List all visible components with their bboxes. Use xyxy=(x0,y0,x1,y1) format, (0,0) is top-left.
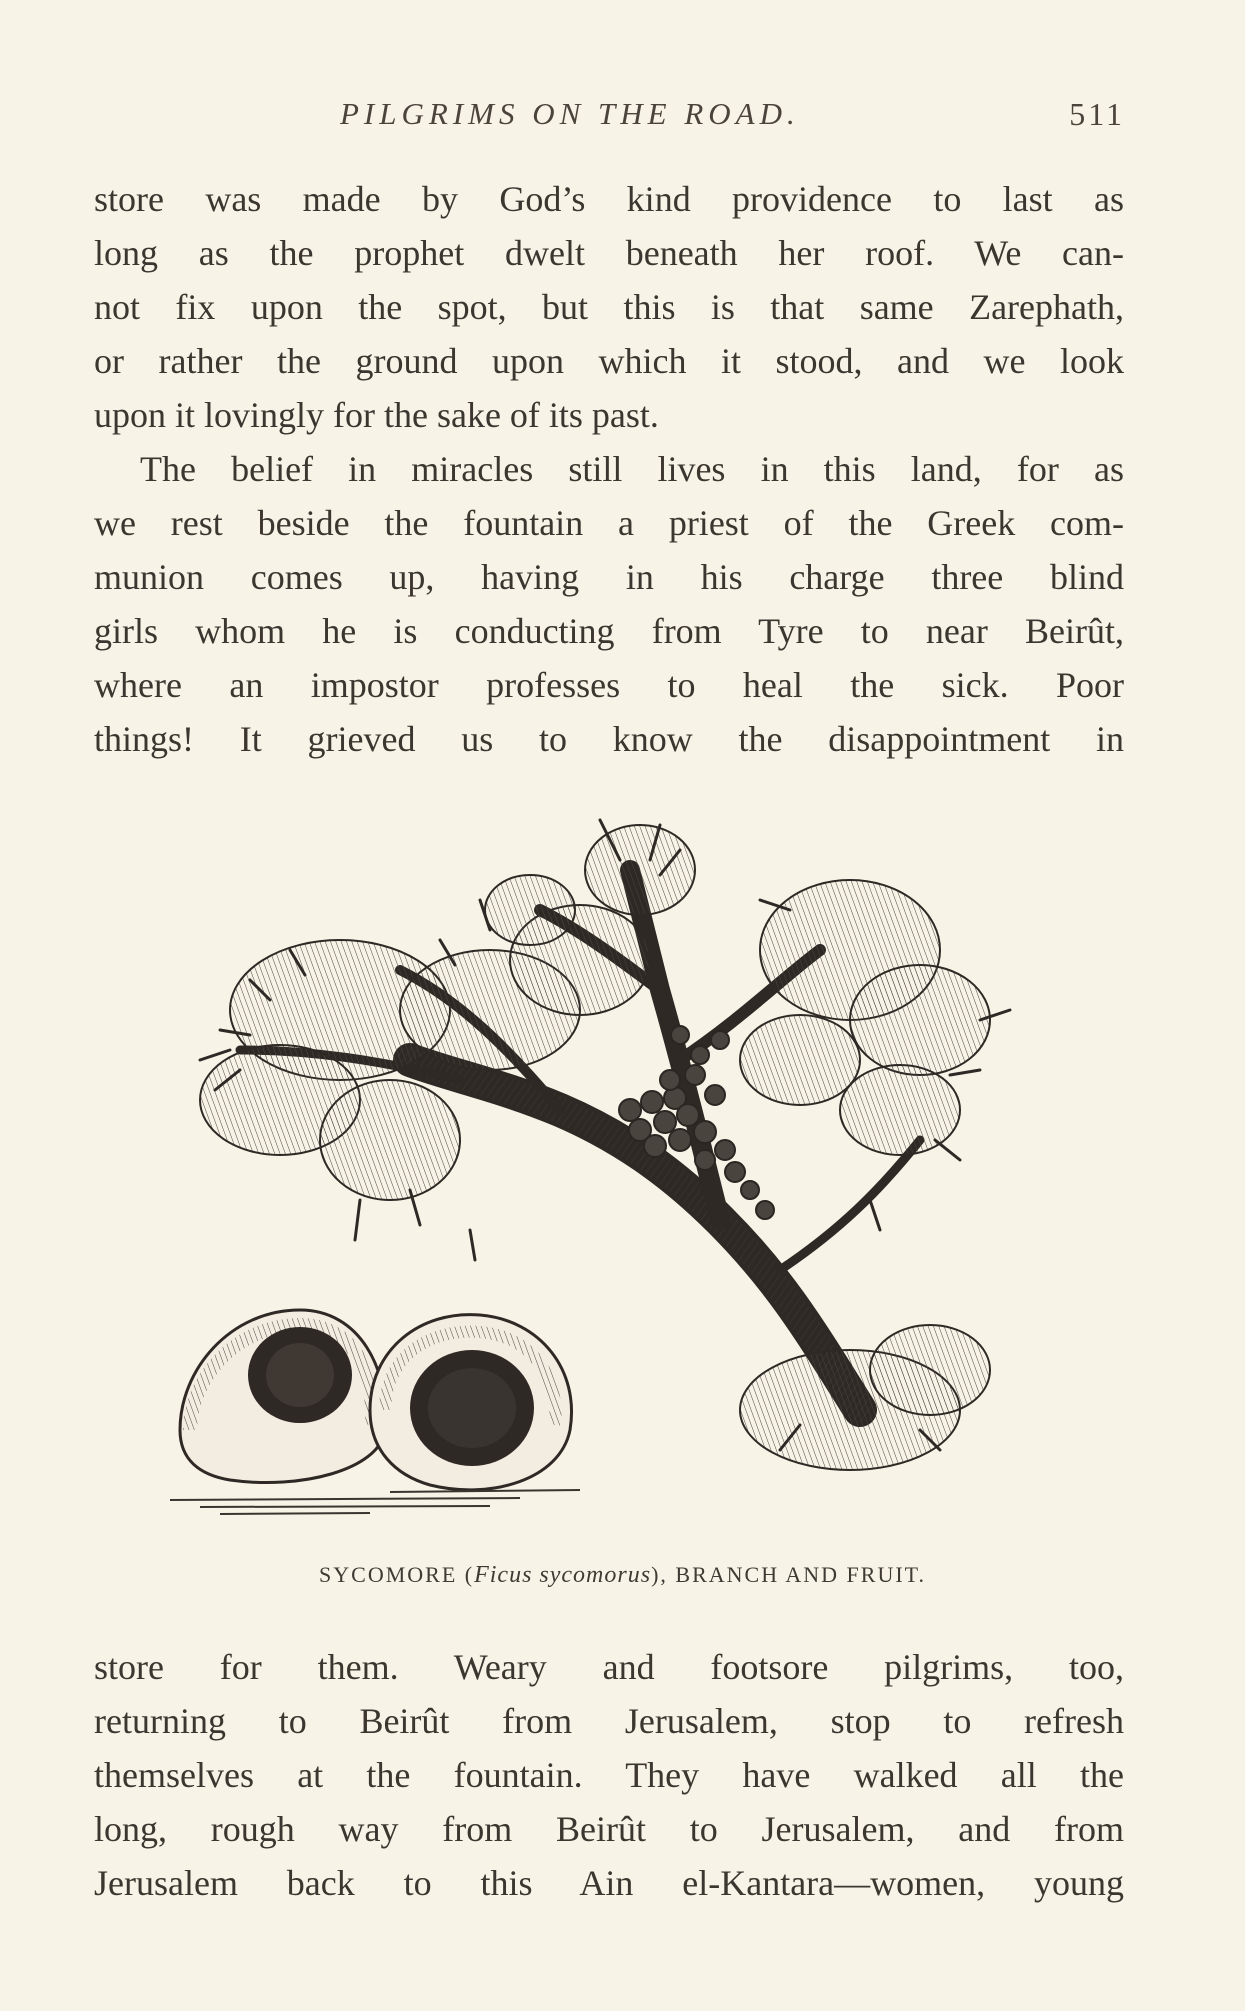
caption-suffix: ), BRANCH AND FRUIT. xyxy=(651,1562,926,1587)
text-line: The belief in miracles still lives in this land, for as xyxy=(140,449,1124,489)
text-line: returning to Beirût from Jerusalem, stop to refresh xyxy=(94,1701,1124,1741)
text-line: store was made by God’s kind providence to last as xyxy=(94,179,1124,219)
text-line: long, rough way from Beirût to Jerusalem, and from xyxy=(94,1809,1124,1849)
sycomore-engraving xyxy=(160,810,1070,1540)
running-title: PILGRIMS ON THE ROAD. xyxy=(340,96,800,131)
text-line: we rest beside the fountain a priest of the Greek com- xyxy=(94,503,1124,543)
text-line: where an impostor professes to heal the sick. Poor xyxy=(94,665,1124,705)
text-line: girls whom he is conducting from Tyre to near Beirût, xyxy=(94,611,1124,651)
paragraph-3 xyxy=(94,1640,1124,1910)
paragraph-2 xyxy=(94,442,1124,766)
text-line: things! It grieved us to know the disappointment in xyxy=(94,719,1124,759)
text-line: upon it lovingly for the sake of its past. xyxy=(94,395,659,435)
split-fig-left xyxy=(180,1310,386,1483)
page-header xyxy=(90,96,1125,142)
page-number: 511 xyxy=(1069,96,1125,132)
split-fig-right xyxy=(370,1315,572,1490)
text-line: long as the prophet dwelt beneath her roof. We can- xyxy=(94,233,1124,273)
figure-caption xyxy=(0,1562,1245,1589)
caption-species: Ficus sycomorus xyxy=(474,1562,652,1588)
text-line: Jerusalem back to this Ain el-Kantara—women, young xyxy=(94,1863,1124,1903)
paragraph-1 xyxy=(94,172,1124,442)
text-line: not fix upon the spot, but this is that same Zarephath, xyxy=(94,287,1124,327)
caption-prefix: SYCOMORE ( xyxy=(319,1562,475,1587)
text-line: themselves at the fountain. They have walked all the xyxy=(94,1755,1124,1795)
text-line: munion comes up, having in his charge three blind xyxy=(94,557,1124,597)
ground-strokes xyxy=(170,1490,580,1514)
text-line: store for them. Weary and footsore pilgrims, too, xyxy=(94,1647,1124,1687)
text-line: or rather the ground upon which it stood, and we look xyxy=(94,341,1124,381)
